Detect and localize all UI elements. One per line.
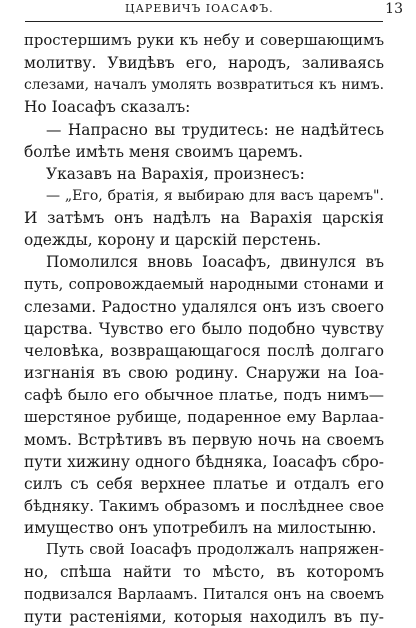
text-line: болѣе имѣть меня своимъ царемъ.: [24, 142, 303, 161]
text-line: пути растеніями, которыя находилъ въ пу-: [24, 607, 384, 626]
body-text: [24, 30, 384, 628]
text-line: слезами, началъ умолять возвратиться къ нимъ.: [24, 77, 384, 94]
text-line: Но Іоасафъ сказалъ:: [24, 98, 191, 117]
running-head: [25, 2, 411, 20]
text-line: слезами. Радостно удалялся онъ изъ своего: [24, 297, 384, 316]
text-line: человѣка, возвращающагося послѣ долгаго: [24, 341, 384, 360]
text-line: подвизался Варлаамъ. Питался онъ на своемъ: [24, 586, 384, 603]
text-line: — „Его, братія, я выбираю для васъ царемъ".: [46, 187, 384, 204]
text-line: но, спѣша найти то мѣсто, въ которомъ: [24, 563, 384, 582]
text-line: изгнанія въ свою родину. Снаружи на Іоа-: [24, 364, 384, 383]
text-line: царства. Чувство его было подобно чувству: [24, 319, 384, 338]
text-line: одежды, корону и царскій перстень.: [24, 231, 322, 250]
text-line: момъ. Встрѣтивъ въ первую ночь на своемъ: [24, 430, 384, 449]
text-line: — Напрасно вы трудитесь: не надѣйтесь: [46, 120, 384, 139]
text-line: молитву. Увидѣвъ его, народъ, заливаясь: [24, 54, 384, 73]
text-line: имущество онъ употребилъ на милостыню.: [24, 519, 377, 538]
text-line: путь, сопровождаемый народными стонами и: [24, 275, 384, 293]
text-line: Указавъ на Варахія, произнесъ:: [46, 164, 305, 183]
text-line: пути хижину одного бѣдняка, Іоасафъ сбро-: [24, 452, 384, 471]
text-line: силъ съ себя верхнее платье и отдалъ его: [24, 474, 384, 493]
text-line: шерстяное рубище, подаренное ему Варлаа-: [24, 408, 384, 427]
text-line: сафѣ было его обычное платье, подъ нимъ—: [24, 386, 384, 405]
running-head-title: ЦАРЕВИЧЪ ІОАСАФЪ.: [125, 2, 274, 15]
header-rule: [25, 21, 383, 22]
text-line: Путь свой Іоасафъ продолжалъ напряжен-: [46, 541, 384, 559]
text-line: бѣдняку. Такимъ образомъ и послѣднее свое: [24, 496, 384, 515]
text-line: простершимъ руки къ небу и совершающимъ: [24, 32, 384, 49]
text-line: И затѣмъ онъ надѣлъ на Варахія царскія: [24, 209, 384, 228]
page-number: 13: [385, 1, 403, 17]
text-line: Помолился вновь Іоасафъ, двинулся въ: [46, 253, 384, 272]
